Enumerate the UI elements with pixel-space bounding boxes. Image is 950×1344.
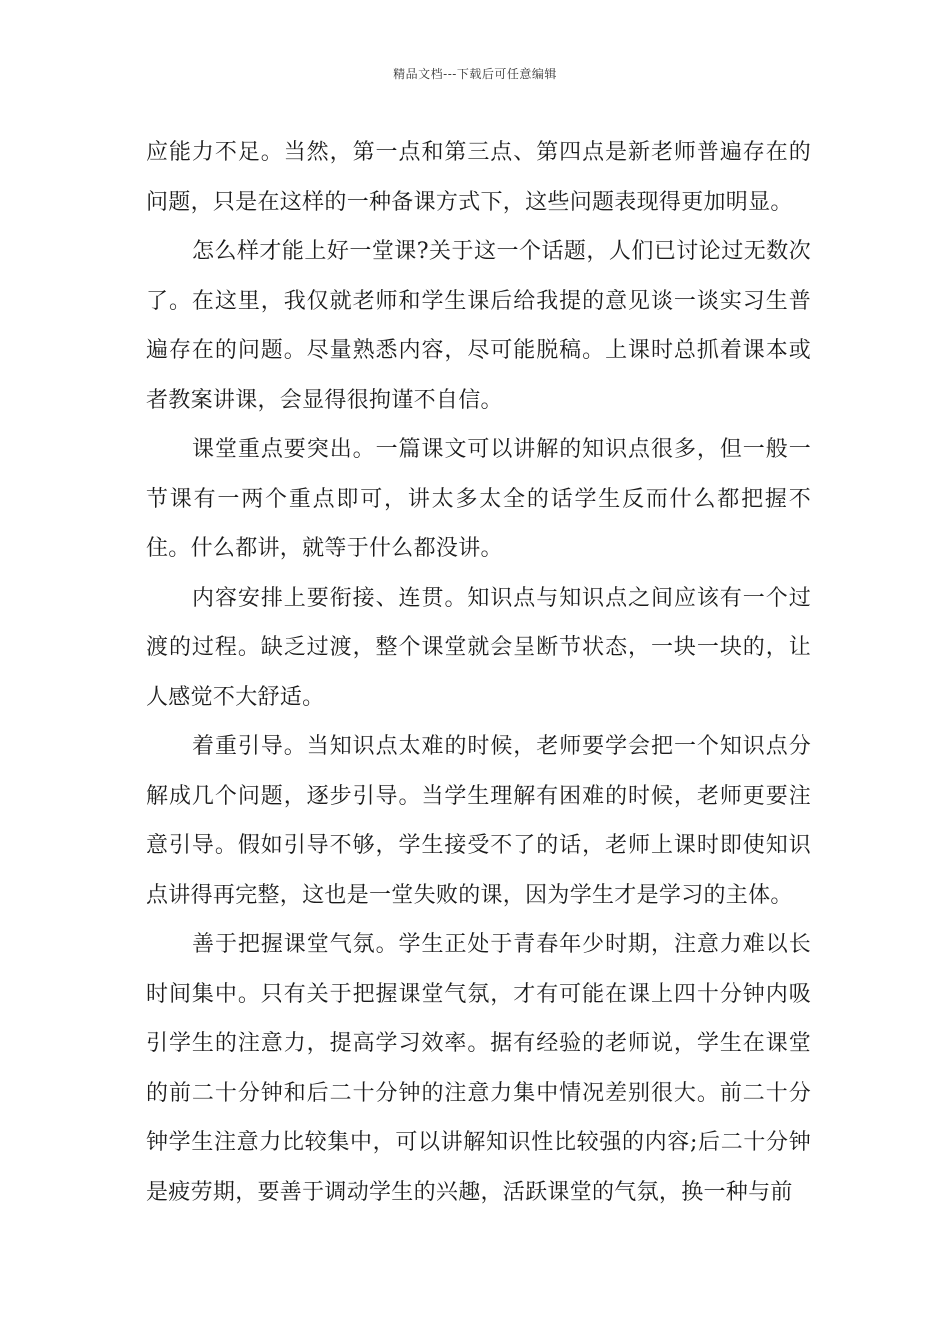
paragraph: 怎么样才能上好一堂课?关于这一个话题，人们已讨论过无数次了。在这里，我仅就老师和学生课后给我提的意见谈一谈实习生普遍存在的问题。尽量熟悉内容，尽可能脱稿。上课时总抓着课本或者教案讲课，会显得很拘谨不自信。 bbox=[146, 239, 811, 413]
paragraph-continuation: 应能力不足。当然，第一点和第三点、第四点是新老师普遍存在的问题，只是在这样的一种备课方式下，这些问题表现得更加明显。 bbox=[146, 140, 811, 215]
paragraph: 课堂重点要突出。一篇课文可以讲解的知识点很多，但一般一节课有一两个重点即可，讲太多太全的话学生反而什么都把握不住。什么都讲，就等于什么都没讲。 bbox=[146, 437, 811, 561]
paragraph: 善于把握课堂气氛。学生正处于青春年少时期，注意力难以长时间集中。只有关于把握课堂气氛，才有可能在课上四十分钟内吸引学生的注意力，提高学习效率。据有经验的老师说，学生在课堂的前二十分钟和后二十分钟的注意力集中情况差别很大。前二十分钟学生注意力比较集中，可以讲解知识性比较强的内容;后二十分钟是疲劳期，要善于调动学生的兴趣，活跃课堂的气氛，换一种与前 bbox=[146, 932, 811, 1205]
paragraph: 着重引导。当知识点太难的时候，老师要学会把一个知识点分解成几个问题，逐步引导。当学生理解有困难的时候，老师更要注意引导。假如引导不够，学生接受不了的话，老师上课时即使知识点讲得再完整，这也是一堂失败的课，因为学生才是学习的主体。 bbox=[146, 734, 811, 908]
paragraph: 内容安排上要衔接、连贯。知识点与知识点之间应该有一个过渡的过程。缺乏过渡，整个课堂就会呈断节状态，一块一块的，让人感觉不大舒适。 bbox=[146, 585, 811, 710]
page-header: 精品文档---下载后可任意编辑 bbox=[393, 67, 557, 81]
document-body bbox=[146, 128, 811, 1217]
